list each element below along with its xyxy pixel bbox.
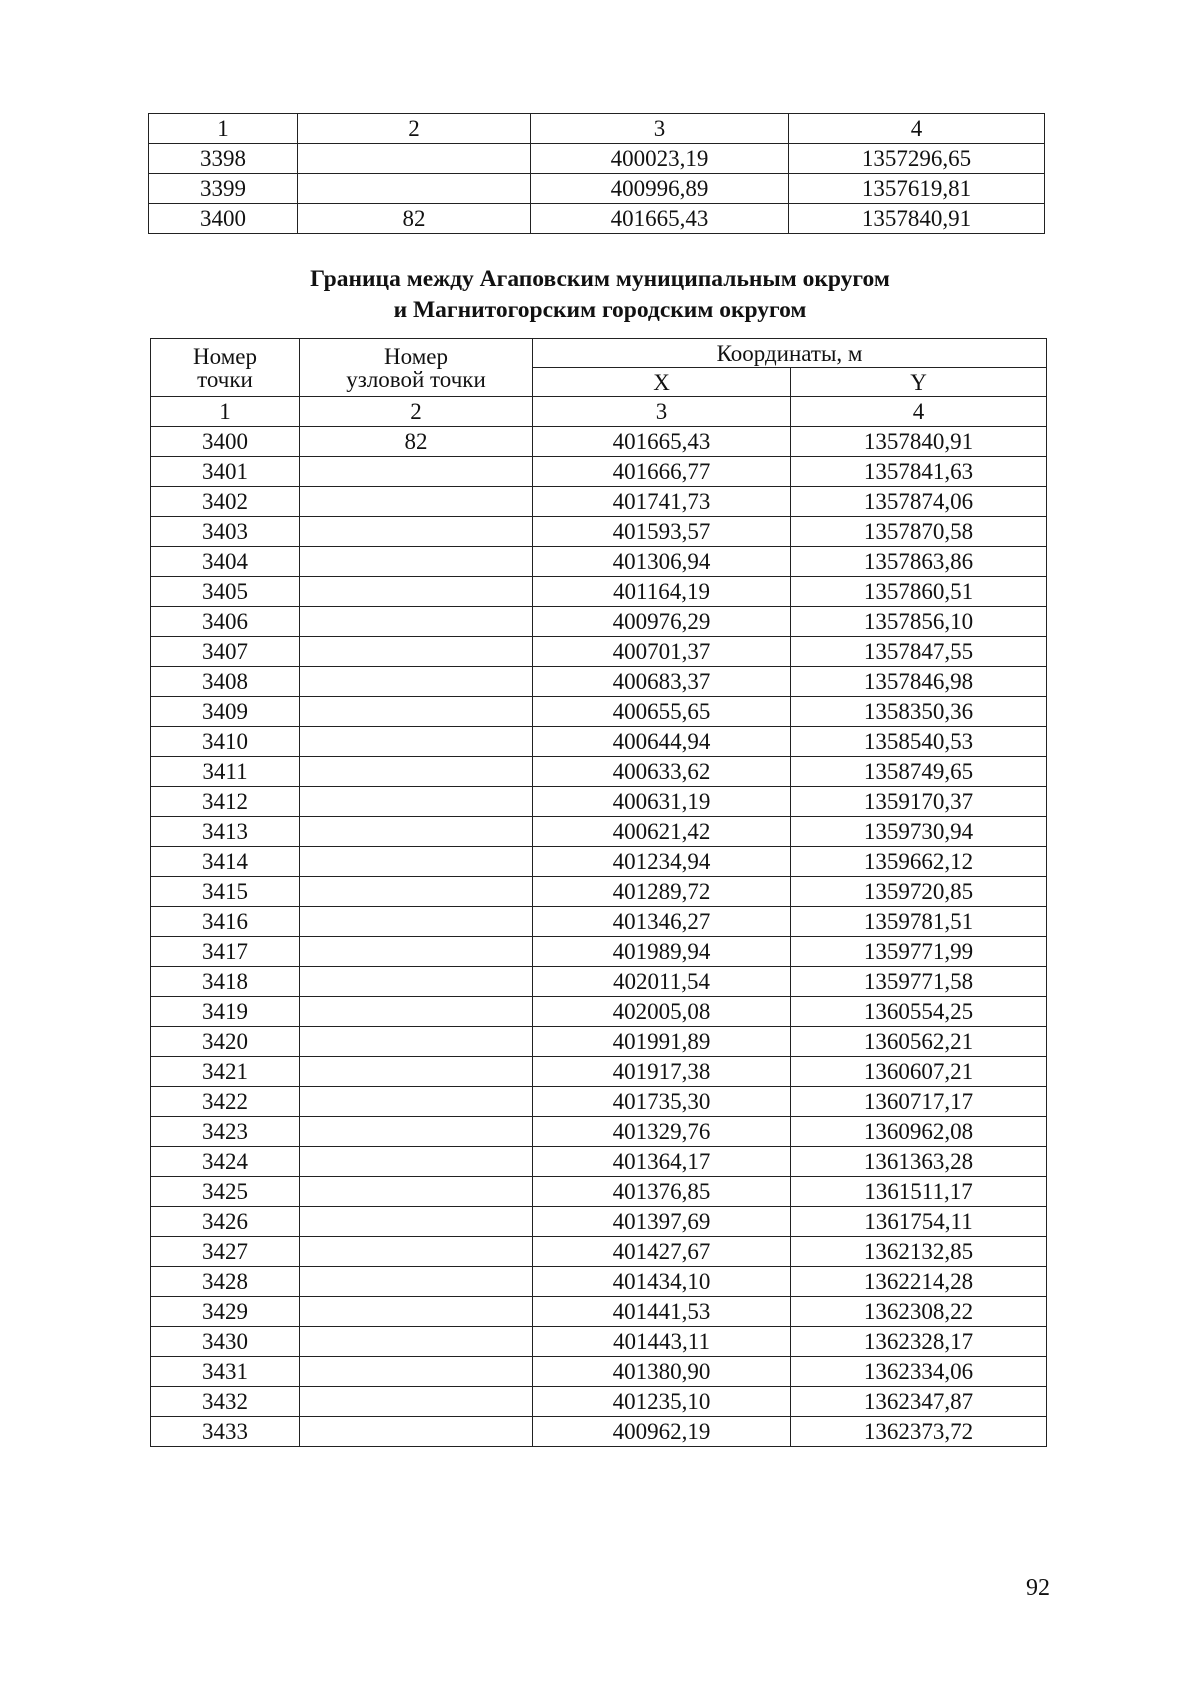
node-number-cell [300, 817, 533, 847]
point-number-cell: 3422 [151, 1087, 300, 1117]
header-point-number-line-1: Номер [193, 343, 257, 369]
y-coordinate-cell: 1357856,10 [791, 607, 1047, 637]
y-coordinate-cell: 1359771,58 [791, 967, 1047, 997]
x-coordinate-cell: 402005,08 [533, 997, 791, 1027]
table-row [151, 907, 1047, 937]
node-number-cell [300, 1327, 533, 1357]
x-coordinate-cell: 400655,65 [533, 697, 791, 727]
section-title [0, 264, 1200, 326]
node-number-cell [300, 577, 533, 607]
table-row [151, 817, 1047, 847]
x-coordinate-cell: 400023,19 [531, 144, 789, 174]
header-node-number-line-2: узловой точки [346, 366, 486, 392]
point-number-cell: 3401 [151, 457, 300, 487]
point-number-cell: 3426 [151, 1207, 300, 1237]
node-number-cell [300, 1417, 533, 1447]
column-number: 3 [531, 114, 789, 144]
x-coordinate-cell: 401427,67 [533, 1237, 791, 1267]
x-coordinate-cell: 401989,94 [533, 937, 791, 967]
table-row [151, 1387, 1047, 1417]
header-y: Y [791, 368, 1047, 397]
x-coordinate-cell: 400621,42 [533, 817, 791, 847]
column-number: 4 [789, 114, 1045, 144]
y-coordinate-cell: 1357874,06 [791, 487, 1047, 517]
node-number-cell [300, 757, 533, 787]
y-coordinate-cell: 1362373,72 [791, 1417, 1047, 1447]
y-coordinate-cell: 1358540,53 [791, 727, 1047, 757]
header-point-number [151, 339, 300, 397]
column-number: 2 [298, 114, 531, 144]
point-number-cell: 3429 [151, 1297, 300, 1327]
node-number-cell [300, 877, 533, 907]
column-number: 1 [151, 397, 300, 427]
y-coordinate-cell: 1362214,28 [791, 1267, 1047, 1297]
table-row [151, 727, 1047, 757]
x-coordinate-cell: 401397,69 [533, 1207, 791, 1237]
point-number-cell: 3433 [151, 1417, 300, 1447]
node-number-cell [300, 667, 533, 697]
table-row [151, 1147, 1047, 1177]
table-row [151, 1417, 1047, 1447]
node-number-cell [300, 1357, 533, 1387]
table-row [149, 204, 1045, 234]
x-coordinate-cell: 401443,11 [533, 1327, 791, 1357]
point-number-cell: 3416 [151, 907, 300, 937]
point-number-cell: 3430 [151, 1327, 300, 1357]
y-coordinate-cell: 1362347,87 [791, 1387, 1047, 1417]
table-row [151, 1207, 1047, 1237]
node-number-cell [300, 1177, 533, 1207]
point-number-cell: 3405 [151, 577, 300, 607]
node-number-cell [300, 997, 533, 1027]
node-number-cell [300, 1087, 533, 1117]
point-number-cell: 3400 [149, 204, 298, 234]
x-coordinate-cell: 401380,90 [533, 1357, 791, 1387]
table-row [151, 997, 1047, 1027]
y-coordinate-cell: 1362308,22 [791, 1297, 1047, 1327]
boundary-coordinates-table [150, 338, 1047, 1447]
node-number-cell [300, 1147, 533, 1177]
table-row [151, 637, 1047, 667]
table-row [149, 144, 1045, 174]
node-number-cell [300, 1027, 533, 1057]
y-coordinate-cell: 1359771,99 [791, 937, 1047, 967]
table-row [151, 427, 1047, 457]
point-number-cell: 3408 [151, 667, 300, 697]
node-number-cell [300, 1207, 533, 1237]
x-coordinate-cell: 401665,43 [531, 204, 789, 234]
x-coordinate-cell: 401665,43 [533, 427, 791, 457]
table-row [151, 1057, 1047, 1087]
y-coordinate-cell: 1359662,12 [791, 847, 1047, 877]
node-number-cell [300, 1057, 533, 1087]
continued-coordinates-table [148, 113, 1045, 234]
x-coordinate-cell: 401364,17 [533, 1147, 791, 1177]
table-row [151, 487, 1047, 517]
x-coordinate-cell: 401329,76 [533, 1117, 791, 1147]
x-coordinate-cell: 401434,10 [533, 1267, 791, 1297]
table-row [151, 937, 1047, 967]
point-number-cell: 3427 [151, 1237, 300, 1267]
table-row [151, 847, 1047, 877]
x-coordinate-cell: 400976,29 [533, 607, 791, 637]
point-number-cell: 3400 [151, 427, 300, 457]
node-number-cell [298, 174, 531, 204]
x-coordinate-cell: 400644,94 [533, 727, 791, 757]
y-coordinate-cell: 1362334,06 [791, 1357, 1047, 1387]
table-row [149, 174, 1045, 204]
point-number-cell: 3404 [151, 547, 300, 577]
point-number-cell: 3424 [151, 1147, 300, 1177]
table-row [151, 1177, 1047, 1207]
column-number: 1 [149, 114, 298, 144]
node-number-cell [300, 847, 533, 877]
y-coordinate-cell: 1360607,21 [791, 1057, 1047, 1087]
node-number-cell [300, 547, 533, 577]
node-number-cell [300, 1237, 533, 1267]
y-coordinate-cell: 1359170,37 [791, 787, 1047, 817]
page-number: 92 [1026, 1575, 1050, 1601]
node-number-cell [300, 727, 533, 757]
point-number-cell: 3412 [151, 787, 300, 817]
section-title-line-2: и Магнитогорским городским округом [393, 297, 807, 323]
x-coordinate-cell: 401346,27 [533, 907, 791, 937]
point-number-cell: 3406 [151, 607, 300, 637]
y-coordinate-cell: 1357870,58 [791, 517, 1047, 547]
x-coordinate-cell: 401666,77 [533, 457, 791, 487]
header-node-number [300, 339, 533, 397]
y-coordinate-cell: 1359781,51 [791, 907, 1047, 937]
x-coordinate-cell: 401991,89 [533, 1027, 791, 1057]
x-coordinate-cell: 401164,19 [533, 577, 791, 607]
x-coordinate-cell: 401289,72 [533, 877, 791, 907]
point-number-cell: 3419 [151, 997, 300, 1027]
x-coordinate-cell: 401235,10 [533, 1387, 791, 1417]
node-number-cell [300, 937, 533, 967]
y-coordinate-cell: 1358749,65 [791, 757, 1047, 787]
x-coordinate-cell: 400996,89 [531, 174, 789, 204]
y-coordinate-cell: 1357296,65 [789, 144, 1045, 174]
table-row [151, 607, 1047, 637]
table-row [151, 1237, 1047, 1267]
x-coordinate-cell: 400631,19 [533, 787, 791, 817]
x-coordinate-cell: 400633,62 [533, 757, 791, 787]
node-number-cell [300, 1387, 533, 1417]
point-number-cell: 3418 [151, 967, 300, 997]
table-row [151, 1117, 1047, 1147]
node-number-cell [300, 1267, 533, 1297]
y-coordinate-cell: 1357840,91 [789, 204, 1045, 234]
x-coordinate-cell: 401234,94 [533, 847, 791, 877]
point-number-cell: 3410 [151, 727, 300, 757]
y-coordinate-cell: 1362132,85 [791, 1237, 1047, 1267]
point-number-cell: 3421 [151, 1057, 300, 1087]
y-coordinate-cell: 1360562,21 [791, 1027, 1047, 1057]
column-number: 4 [791, 397, 1047, 427]
header-coordinates: Координаты, м [533, 339, 1047, 368]
table-row [151, 517, 1047, 547]
node-number-cell [300, 637, 533, 667]
y-coordinate-cell: 1357619,81 [789, 174, 1045, 204]
point-number-cell: 3409 [151, 697, 300, 727]
point-number-cell: 3403 [151, 517, 300, 547]
x-coordinate-cell: 402011,54 [533, 967, 791, 997]
point-number-cell: 3413 [151, 817, 300, 847]
table-row [151, 877, 1047, 907]
y-coordinate-cell: 1362328,17 [791, 1327, 1047, 1357]
node-number-cell [300, 487, 533, 517]
y-coordinate-cell: 1357863,86 [791, 547, 1047, 577]
table-row [151, 1027, 1047, 1057]
y-coordinate-cell: 1358350,36 [791, 697, 1047, 727]
node-number-cell: 82 [300, 427, 533, 457]
section-title-line-1: Граница между Агаповским муниципальным округом [310, 266, 890, 292]
y-coordinate-cell: 1361754,11 [791, 1207, 1047, 1237]
y-coordinate-cell: 1357840,91 [791, 427, 1047, 457]
y-coordinate-cell: 1360717,17 [791, 1087, 1047, 1117]
header-point-number-line-2: точки [197, 366, 253, 392]
point-number-cell: 3399 [149, 174, 298, 204]
y-coordinate-cell: 1360554,25 [791, 997, 1047, 1027]
table-row [151, 1327, 1047, 1357]
point-number-cell: 3407 [151, 637, 300, 667]
node-number-cell [300, 1297, 533, 1327]
x-coordinate-cell: 400962,19 [533, 1417, 791, 1447]
table-row [151, 1357, 1047, 1387]
column-number-row [151, 397, 1047, 427]
table-row [151, 1267, 1047, 1297]
x-coordinate-cell: 401593,57 [533, 517, 791, 547]
column-number: 3 [533, 397, 791, 427]
table-row [151, 967, 1047, 997]
point-number-cell: 3420 [151, 1027, 300, 1057]
y-coordinate-cell: 1357841,63 [791, 457, 1047, 487]
x-coordinate-cell: 401917,38 [533, 1057, 791, 1087]
header-x: X [533, 368, 791, 397]
point-number-cell: 3398 [149, 144, 298, 174]
table-row [151, 757, 1047, 787]
node-number-cell [300, 697, 533, 727]
column-number: 2 [300, 397, 533, 427]
point-number-cell: 3428 [151, 1267, 300, 1297]
table-row [151, 697, 1047, 727]
node-number-cell [300, 787, 533, 817]
point-number-cell: 3415 [151, 877, 300, 907]
node-number-cell [300, 1117, 533, 1147]
x-coordinate-cell: 400701,37 [533, 637, 791, 667]
point-number-cell: 3425 [151, 1177, 300, 1207]
table-row [151, 547, 1047, 577]
point-number-cell: 3432 [151, 1387, 300, 1417]
x-coordinate-cell: 401306,94 [533, 547, 791, 577]
point-number-cell: 3431 [151, 1357, 300, 1387]
point-number-cell: 3423 [151, 1117, 300, 1147]
table-row [151, 787, 1047, 817]
x-coordinate-cell: 401441,53 [533, 1297, 791, 1327]
node-number-cell [300, 967, 533, 997]
header-row-1 [151, 339, 1047, 368]
y-coordinate-cell: 1360962,08 [791, 1117, 1047, 1147]
node-number-cell [300, 457, 533, 487]
y-coordinate-cell: 1361363,28 [791, 1147, 1047, 1177]
table-row [151, 1297, 1047, 1327]
table-row [151, 1087, 1047, 1117]
y-coordinate-cell: 1357846,98 [791, 667, 1047, 697]
y-coordinate-cell: 1361511,17 [791, 1177, 1047, 1207]
point-number-cell: 3414 [151, 847, 300, 877]
table-row [151, 457, 1047, 487]
column-number-row [149, 114, 1045, 144]
point-number-cell: 3417 [151, 937, 300, 967]
y-coordinate-cell: 1357860,51 [791, 577, 1047, 607]
y-coordinate-cell: 1357847,55 [791, 637, 1047, 667]
x-coordinate-cell: 401376,85 [533, 1177, 791, 1207]
x-coordinate-cell: 401741,73 [533, 487, 791, 517]
table-row [151, 667, 1047, 697]
y-coordinate-cell: 1359720,85 [791, 877, 1047, 907]
point-number-cell: 3402 [151, 487, 300, 517]
y-coordinate-cell: 1359730,94 [791, 817, 1047, 847]
node-number-cell [300, 517, 533, 547]
header-node-number-line-1: Номер [384, 343, 448, 369]
x-coordinate-cell: 401735,30 [533, 1087, 791, 1117]
x-coordinate-cell: 400683,37 [533, 667, 791, 697]
node-number-cell [298, 144, 531, 174]
table-row [151, 577, 1047, 607]
node-number-cell [300, 607, 533, 637]
point-number-cell: 3411 [151, 757, 300, 787]
node-number-cell: 82 [298, 204, 531, 234]
node-number-cell [300, 907, 533, 937]
